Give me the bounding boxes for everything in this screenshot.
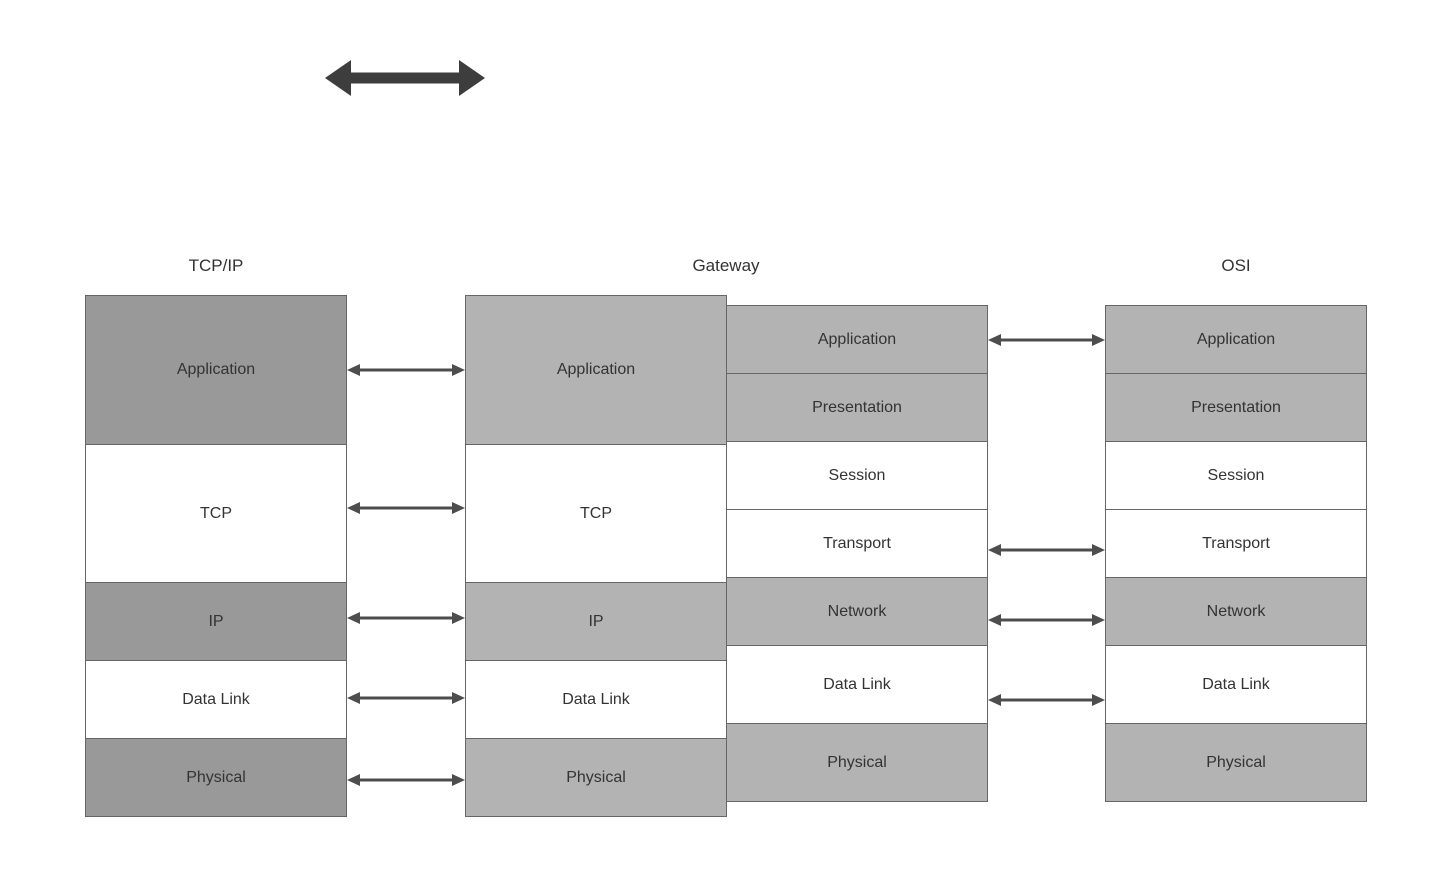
layer-label: Application <box>176 361 256 378</box>
layer-label: Physical <box>566 768 626 786</box>
layer-label: Physical <box>1206 753 1266 771</box>
layer-gateway-right-application[interactable] <box>726 305 988 374</box>
layer-gateway-right-data-link[interactable] <box>726 645 988 724</box>
stack-osi <box>1105 305 1367 802</box>
layer-osi-session[interactable] <box>1105 441 1367 510</box>
connector-tcp-tcpip-gateway <box>347 498 465 518</box>
column-title-osi: OSI <box>1221 256 1251 275</box>
layer-label: Data Link <box>182 690 250 708</box>
layer-osi-network[interactable] <box>1105 577 1367 646</box>
layer-osi-physical[interactable] <box>1105 723 1367 802</box>
layer-gateway-right-session[interactable] <box>726 441 988 510</box>
stack-gateway-left <box>465 295 727 817</box>
connector-physical-tcpip-gateway <box>347 770 465 790</box>
double-arrow-icon <box>325 52 485 104</box>
layer-tcpip-tcp[interactable] <box>85 444 347 583</box>
layer-label: Physical <box>827 753 887 771</box>
layer-label: Application <box>556 361 636 378</box>
layer-gateway-left-ip[interactable] <box>465 582 727 661</box>
connector-application-tcpip-gateway <box>347 360 465 380</box>
layer-gateway-right-presentation[interactable] <box>726 373 988 442</box>
layer-gateway-right-network[interactable] <box>726 577 988 646</box>
layer-gateway-left-application[interactable] <box>465 295 727 445</box>
layer-label: Network <box>1206 602 1266 620</box>
layer-label: IP <box>588 612 604 630</box>
layer-label: Presentation <box>812 398 902 416</box>
layer-label: Application <box>817 330 897 348</box>
layer-label: Application <box>1196 330 1276 348</box>
stack-gateway-right <box>726 305 988 802</box>
layer-tcpip-data-link[interactable] <box>85 660 347 739</box>
connector-transport-gateway-osi <box>988 540 1105 560</box>
column-title-tcpip: TCP/IP <box>188 256 244 275</box>
layer-label: TCP <box>200 504 232 522</box>
layer-osi-presentation[interactable] <box>1105 373 1367 442</box>
connector-ip-tcpip-gateway <box>347 608 465 628</box>
connector-application-gateway-osi <box>988 330 1105 350</box>
layer-gateway-left-data-link[interactable] <box>465 660 727 739</box>
layer-label: Transport <box>823 534 891 552</box>
layer-label: Session <box>828 466 886 484</box>
connector-network-gateway-osi <box>988 610 1105 630</box>
layer-label: TCP <box>580 504 612 522</box>
layer-tcpip-physical[interactable] <box>85 738 347 817</box>
layer-label: Session <box>1207 466 1265 484</box>
layer-gateway-right-physical[interactable] <box>726 723 988 802</box>
layer-label: Physical <box>186 768 246 786</box>
layer-label: Data Link <box>1202 675 1270 693</box>
layer-gateway-left-physical[interactable] <box>465 738 727 817</box>
column-title-gateway: Gateway <box>692 256 760 275</box>
layer-label: IP <box>208 612 224 630</box>
layer-tcpip-application[interactable] <box>85 295 347 445</box>
layer-gateway-right-transport[interactable] <box>726 509 988 578</box>
layer-label: Transport <box>1202 534 1270 552</box>
layer-tcpip-ip[interactable] <box>85 582 347 661</box>
layer-label: Data Link <box>823 675 891 693</box>
layer-label: Presentation <box>1191 398 1281 416</box>
connector-datalink-gateway-osi <box>988 690 1105 710</box>
layer-gateway-left-tcp[interactable] <box>465 444 727 583</box>
stack-tcpip <box>85 295 347 817</box>
layer-osi-transport[interactable] <box>1105 509 1367 578</box>
layer-label: Data Link <box>562 690 630 708</box>
connector-datalink-tcpip-gateway <box>347 688 465 708</box>
layer-osi-application[interactable] <box>1105 305 1367 374</box>
layer-label: Network <box>827 602 887 620</box>
layer-osi-data-link[interactable] <box>1105 645 1367 724</box>
